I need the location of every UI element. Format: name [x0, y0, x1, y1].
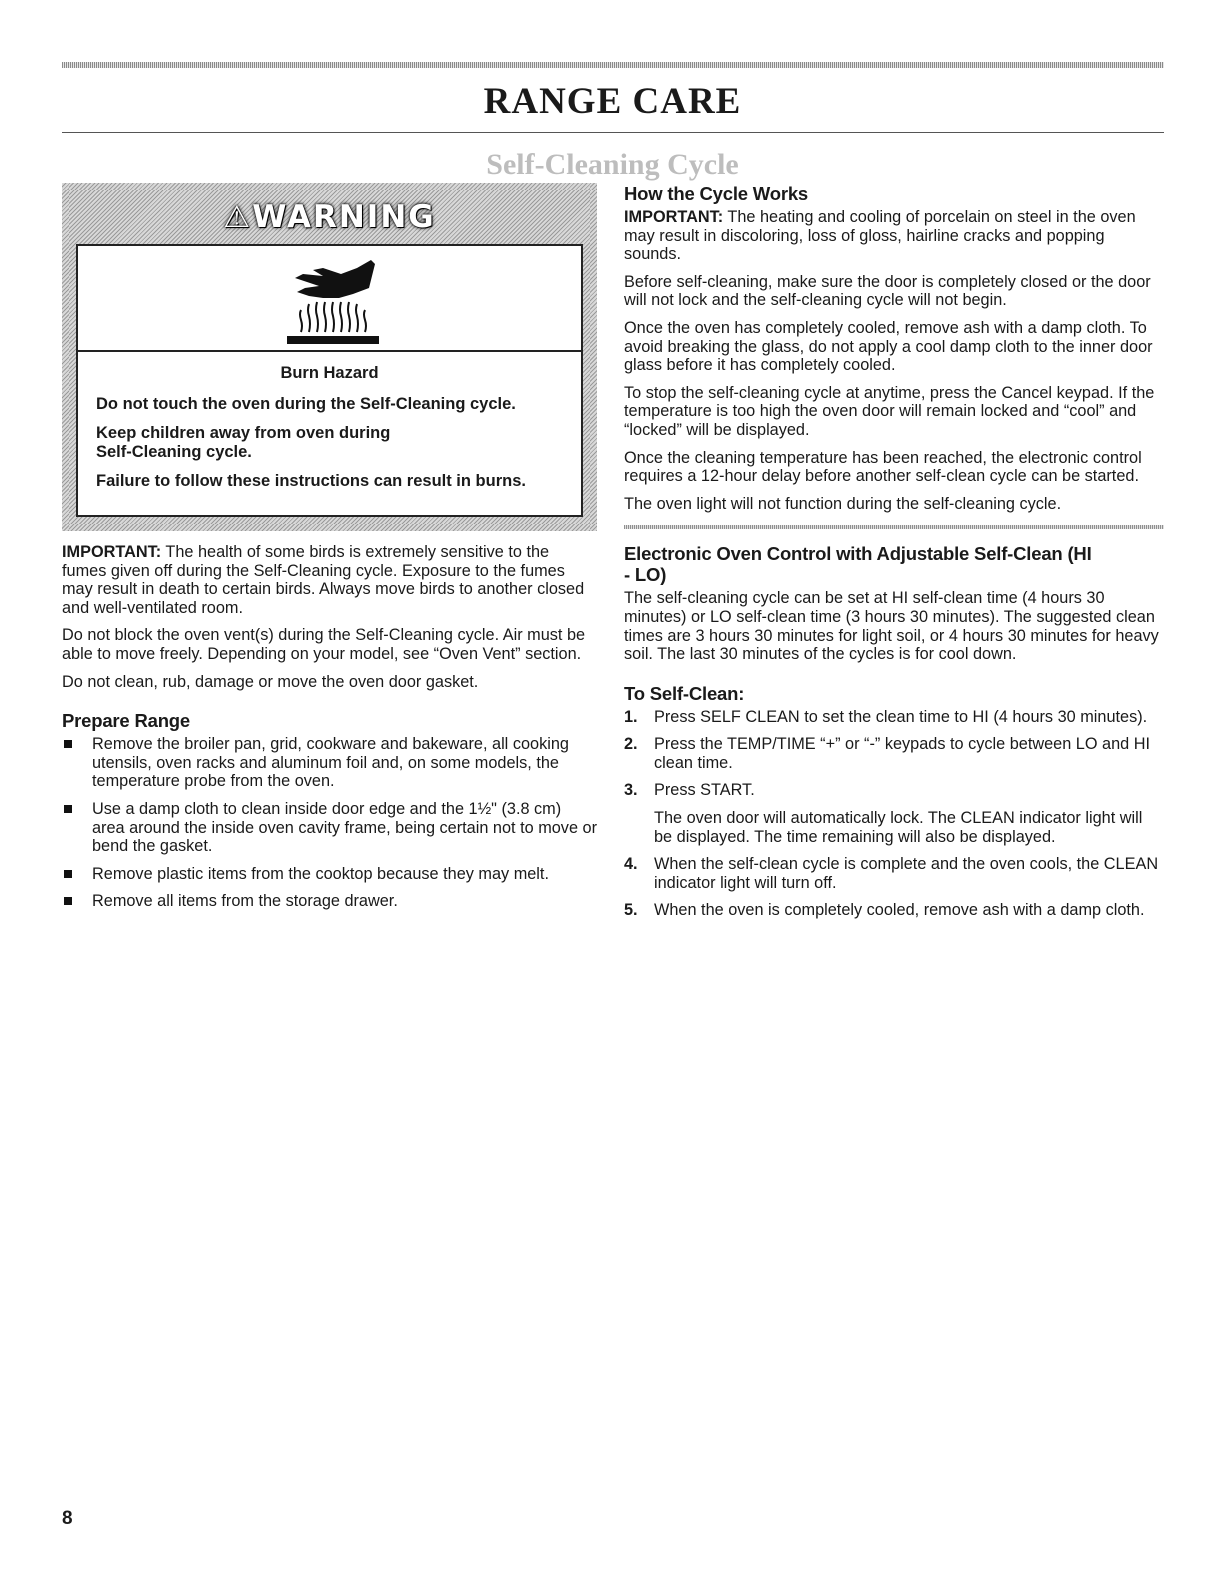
warning-banner-label: WARNING: [252, 199, 436, 236]
warning-line: Do not touch the oven during the Self-Cleaning cycle.: [96, 395, 516, 413]
stop-cycle-paragraph: To stop the self-cleaning cycle at anytime, press the Cancel keypad. If the temperature is too high the oven door will remain locked and “cool” and “locked” will be displayed.: [624, 383, 1155, 439]
step-item: [624, 855, 1164, 892]
warning-box: [62, 183, 597, 531]
step-text: When the self-clean cycle is complete and the oven cools, the CLEAN indicator light will turn off.: [654, 855, 1159, 892]
step-text: Press SELF CLEAN to set the clean time to HI (4 hours 30 minutes).: [654, 707, 1148, 726]
warning-content: [76, 244, 583, 517]
warning-triangle-icon: ⚠: [223, 200, 253, 236]
step-text: Press the TEMP/TIME “+” or “-” keypads to cycle between LO and HI clean time.: [654, 735, 1151, 772]
warning-line: Failure to follow these instructions can result in burns.: [96, 472, 526, 490]
prepare-range-list: [62, 735, 597, 911]
electronic-control-paragraph: The self-cleaning cycle can be set at HI self-clean time (4 hours 30 minutes) or LO self-clean time (3 hours 30 minutes). The suggested clean times are 3 hours 30 minutes for light soil, or 4 hours 30 minutes for heavy soil. The last 30 minutes of the cycles is for cool down.: [624, 589, 1159, 664]
electronic-control-heading: Electronic Oven Control with Adjustable Self-Clean (HI - LO): [624, 543, 1092, 586]
delay-paragraph: Once the cleaning temperature has been reached, the electronic control requires a 12-hour delay before another self-clean cycle can be started.: [624, 448, 1142, 486]
page-title: RANGE CARE: [483, 81, 742, 122]
birds-important-paragraph: [62, 543, 597, 617]
step-number: 1.: [624, 707, 638, 726]
step-text: Press START.: [654, 781, 755, 800]
right-column: [624, 183, 1164, 929]
step-item: [624, 708, 1164, 727]
vent-paragraph: Do not block the oven vent(s) during the Self-Cleaning cycle. Air must be able to move freely. Depending on your model, see “Oven Vent” section.: [62, 626, 586, 663]
warning-heading: Burn Hazard: [280, 364, 379, 382]
step-note: The oven door will automatically lock. The CLEAN indicator light will be displayed. The time remaining will also be displayed.: [654, 809, 1143, 846]
important-text: The health of some birds is extremely sensitive to the fumes given off during the Self-Cleaning cycle. Exposure to the fumes may result in death to certain birds. Always move birds to another closed and well-ventilated room.: [62, 543, 585, 617]
list-item: Remove the broiler pan, grid, cookware and bakeware, all cooking utensils, oven racks and aluminum foil and, on some models, the temperature probe from the oven.: [62, 735, 597, 791]
top-decorative-bar: [62, 62, 1164, 68]
important-text: The heating and cooling of porcelain on steel in the oven may result in discoloring, loss of gloss, hairline cracks and popping sounds.: [624, 208, 1136, 264]
step-number: 4.: [624, 855, 638, 874]
section-title: Self-Cleaning Cycle: [486, 148, 739, 181]
oven-light-paragraph: The oven light will not function during the self-cleaning cycle.: [624, 494, 1062, 513]
step-item: [624, 901, 1164, 920]
step-text: When the oven is completely cooled, remove ash with a damp cloth.: [654, 901, 1145, 920]
list-item: Remove plastic items from the cooktop because they may melt.: [62, 865, 597, 884]
hot-surface-hand-icon: [283, 254, 383, 350]
prepare-range-heading: Prepare Range: [62, 710, 190, 732]
step-item: [624, 735, 1164, 772]
step-number: 3.: [624, 781, 638, 800]
to-self-clean-heading: To Self-Clean:: [624, 682, 745, 704]
left-column: [62, 183, 597, 920]
warning-text: [96, 364, 563, 501]
warning-divider: [78, 350, 581, 352]
important-label: IMPORTANT:: [624, 208, 724, 226]
warning-banner: [69, 194, 590, 242]
step-number: 5.: [624, 901, 638, 920]
porcelain-important-paragraph: [624, 208, 1164, 264]
warning-line: Keep children away from oven during Self-Cleaning cycle.: [96, 424, 391, 461]
step-item: [624, 781, 1164, 846]
title-rule: [62, 132, 1164, 133]
important-label: IMPORTANT:: [62, 543, 162, 561]
list-item: Use a damp cloth to clean inside door edge and the 1½" (3.8 cm) area around the inside oven cavity frame, being certain not to move or bend the gasket.: [62, 800, 597, 856]
page-number: 8: [62, 1508, 73, 1529]
step-number: 2.: [624, 735, 638, 754]
door-closed-paragraph: Before self-cleaning, make sure the door is completely closed or the door will not lock and the self-cleaning cycle will not begin.: [624, 272, 1151, 310]
remove-ash-paragraph: Once the oven has completely cooled, remove ash with a damp cloth. To avoid breaking the glass, do not apply a cool damp cloth to the inner door glass before it has completely cooled.: [624, 318, 1153, 375]
list-item: Remove all items from the storage drawer.: [62, 892, 597, 911]
section-divider: [624, 525, 1164, 529]
gasket-paragraph: Do not clean, rub, damage or move the oven door gasket.: [62, 672, 479, 691]
how-cycle-works-heading: How the Cycle Works: [624, 183, 808, 204]
self-clean-steps: [624, 708, 1164, 920]
